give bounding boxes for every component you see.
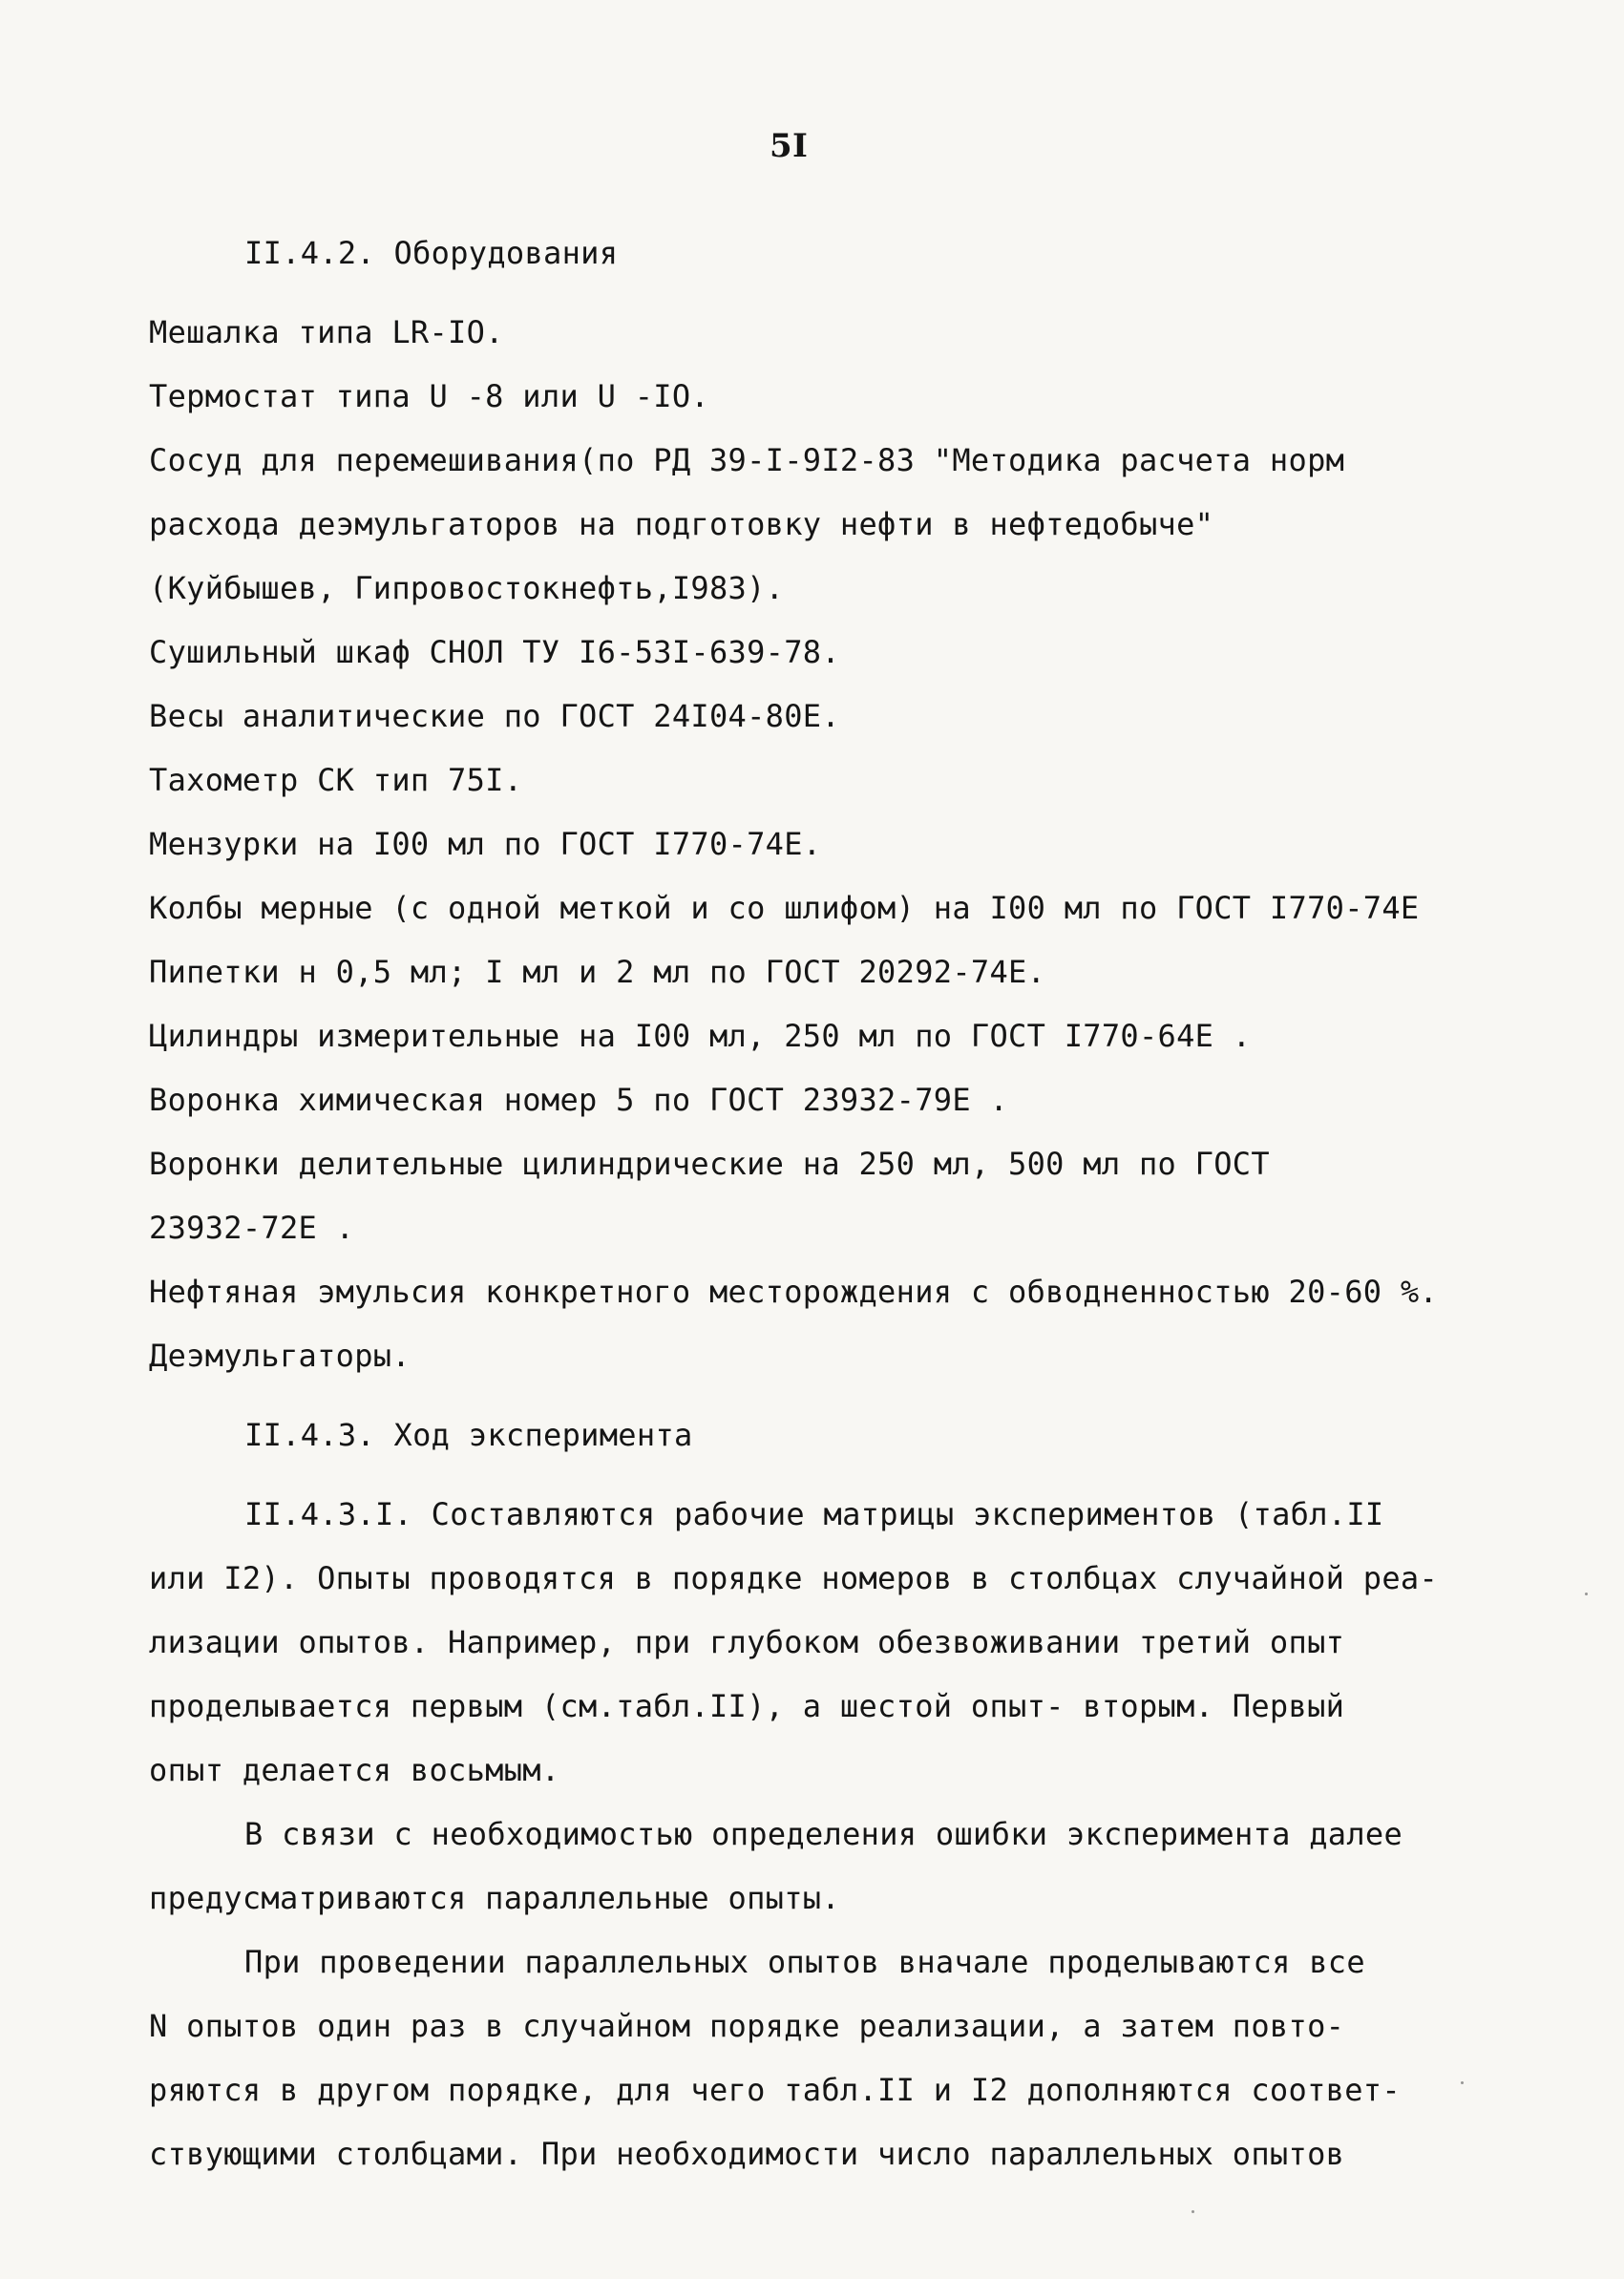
paragraph-line: II.4.3.I. Составляются рабочие матрицы экспериментов (табл.II: [244, 1496, 1384, 1532]
equipment-line: Воронка химическая номер 5 по ГОСТ 23932-79Е .: [149, 1082, 1009, 1118]
paragraph-line: лизации опытов. Например, при глубоком обезвоживании третий опыт: [149, 1624, 1345, 1660]
equipment-line: расхода деэмульгаторов на подготовку нефти в нефтедобыче": [149, 506, 1214, 542]
equipment-line: Тахометр СК тип 75I.: [149, 762, 523, 798]
paragraph-line: проделывается первым (см.табл.II), а шестой опыт- вторым. Первый: [149, 1688, 1345, 1724]
equipment-line: Цилиндры измерительные на I00 мл, 250 мл по ГОСТ I770-64Е .: [149, 1018, 1252, 1054]
paragraph-line: В связи с необходимостью определения ошибки эксперимента далее: [244, 1816, 1403, 1852]
equipment-heading: II.4.2. Оборудования: [244, 235, 619, 271]
paragraph-line: N опытов один раз в случайном порядке реализации, а затем повто-: [149, 2008, 1345, 2044]
equipment-line: Деэмульгаторы.: [149, 1338, 411, 1374]
paragraph-line: опыт делается восьмым.: [149, 1752, 560, 1788]
scan-speck: [1585, 1593, 1588, 1595]
equipment-line: Сосуд для перемешивания(по РД 39-I-9I2-83 "Методика расчета норм: [149, 442, 1345, 478]
equipment-line: Мешалка типа LR-IO.: [149, 314, 504, 350]
equipment-line: Термостат типа U -8 или U -IO.: [149, 378, 709, 414]
paragraph-line: или I2). Опыты проводятся в порядке номеров в столбцах случайной реа-: [149, 1560, 1439, 1596]
page-number: 5I: [770, 127, 809, 165]
equipment-line: Мензурки на I00 мл по ГОСТ I770-74Е.: [149, 826, 822, 862]
equipment-line: Нефтяная эмульсия конкретного месторождения с обводненностью 20-60 %.: [149, 1274, 1439, 1310]
equipment-line: Воронки делительные цилиндрические на 250 мл, 500 мл по ГОСТ: [149, 1146, 1270, 1182]
equipment-line: 23932-72Е .: [149, 1210, 355, 1246]
paragraph-line: ряются в другом порядке, для чего табл.II и I2 дополняются соответ-: [149, 2072, 1401, 2108]
equipment-line: Сушильный шкаф СНОЛ ТУ I6-53I-639-78.: [149, 634, 840, 670]
paragraph-line: предусматриваются параллельные опыты.: [149, 1880, 840, 1916]
equipment-line: Колбы мерные (с одной меткой и со шлифом) на I00 мл по ГОСТ I770-74Е: [149, 890, 1420, 926]
scan-speck: [1192, 2210, 1194, 2213]
equipment-line: (Куйбышев, Гипровостокнефть,I983).: [149, 570, 785, 606]
paragraph-line: ствующими столбцами. При необходимости число параллельных опытов: [149, 2136, 1345, 2172]
equipment-line: Пипетки н 0,5 мл; I мл и 2 мл по ГОСТ 20292-74Е.: [149, 954, 1046, 990]
paragraph-line: При проведении параллельных опытов вначале проделываются все: [244, 1944, 1365, 1980]
equipment-line: Весы аналитические по ГОСТ 24I04-80Е.: [149, 698, 840, 734]
scan-speck: [1461, 2081, 1464, 2084]
procedure-heading: II.4.3. Ход эксперимента: [244, 1417, 693, 1453]
